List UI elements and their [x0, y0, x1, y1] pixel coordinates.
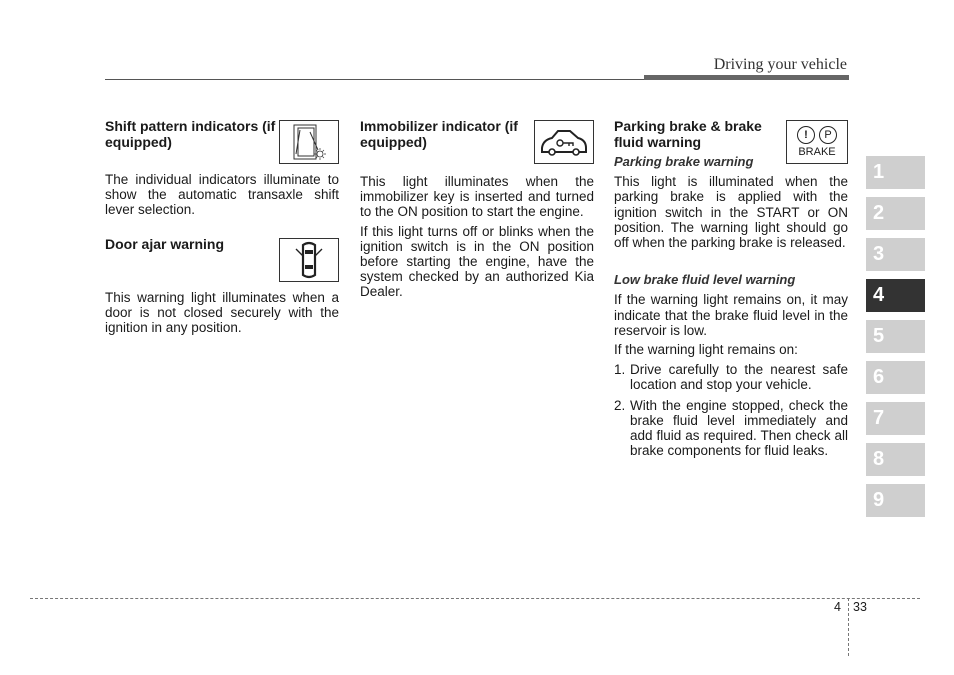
low-fluid-text-1: If the warning light remains on, it may indicate that the brake fluid level in the reservoir is low. — [614, 292, 848, 338]
brake-label: BRAKE — [798, 145, 836, 158]
low-fluid-heading: Low brake fluid level warning — [614, 272, 796, 288]
header-accent-bar — [644, 75, 849, 80]
door-ajar-title: Door ajar warning — [105, 235, 225, 252]
brake-title: Parking brake & brake fluid warning — [614, 118, 762, 150]
chapter-tab-1[interactable]: 1 — [866, 156, 925, 189]
footer-chapter-number: 4 — [834, 600, 841, 614]
column-2 — [360, 118, 594, 304]
brake-symbols — [797, 126, 837, 144]
door-ajar-section-head — [105, 236, 339, 284]
header-title: Driving your vehicle — [713, 56, 847, 73]
chapter-tab-3[interactable]: 3 — [866, 238, 925, 271]
shift-pattern-section-head — [105, 118, 339, 166]
footer-divider — [848, 598, 849, 656]
list-item-number: 1. — [614, 362, 626, 378]
immobilizer-title: Immobilizer indicator (if equipped) — [360, 118, 518, 150]
immobilizer-section-head — [360, 118, 594, 174]
parking-p-symbol: P — [819, 126, 837, 144]
immobilizer-car-key-icon — [534, 120, 594, 164]
parking-brake-text: This light is illuminated when the parking brake is applied with the ignition switch in the START or ON position. The warning light should go off when the parking brake is released. — [614, 174, 848, 251]
immobilizer-text-1: This light illuminates when the immobilizer key is inserted and turned to the ON position to start the engine. — [360, 174, 594, 220]
door-ajar-icon — [279, 238, 339, 282]
chapter-tab-7[interactable]: 7 — [866, 402, 925, 435]
immobilizer-text-2: If this light turns off or blinks when the ignition switch is in the ON position before starting the engine, have the system checked by an authorized Kia Dealer. — [360, 223, 594, 300]
door-ajar-text: This warning light illuminates when a door is not closed securely with the ignition in any position. — [105, 289, 339, 336]
brake-exclamation-symbol: ! — [797, 126, 815, 144]
list-item — [614, 398, 848, 459]
list-item-text: Drive carefully to the nearest safe location and stop your vehicle. — [630, 362, 848, 393]
chapter-tab-9[interactable]: 9 — [866, 484, 925, 517]
footer-dashed-rule — [30, 598, 920, 599]
list-item-number: 2. — [614, 397, 626, 413]
brake-warning-icon — [786, 120, 848, 164]
parking-brake-heading: Parking brake warning — [614, 154, 754, 169]
brake-section-head — [614, 118, 848, 158]
chapter-tabs — [866, 156, 925, 525]
list-item-text: With the engine stopped, check the brake fluid level immediately and add fluid as required. Then check all brake components for fluid leaks. — [630, 397, 848, 459]
chapter-tab-5[interactable]: 5 — [866, 320, 925, 353]
list-item — [614, 362, 848, 392]
low-fluid-text-2: If the warning light remains on: — [614, 342, 798, 358]
column-3 — [614, 118, 848, 463]
shift-pattern-title: Shift pattern indicators (if equipped) — [105, 118, 276, 150]
shift-pattern-icon — [279, 120, 339, 164]
footer-page-number: 33 — [853, 600, 867, 614]
column-1 — [105, 118, 339, 339]
chapter-tab-2[interactable]: 2 — [866, 197, 925, 230]
chapter-tab-4[interactable]: 4 — [866, 279, 925, 312]
chapter-tab-6[interactable]: 6 — [866, 361, 925, 394]
shift-pattern-text: The individual indicators illuminate to show the automatic transaxle shift lever selection. — [105, 172, 339, 218]
chapter-tab-8[interactable]: 8 — [866, 443, 925, 476]
